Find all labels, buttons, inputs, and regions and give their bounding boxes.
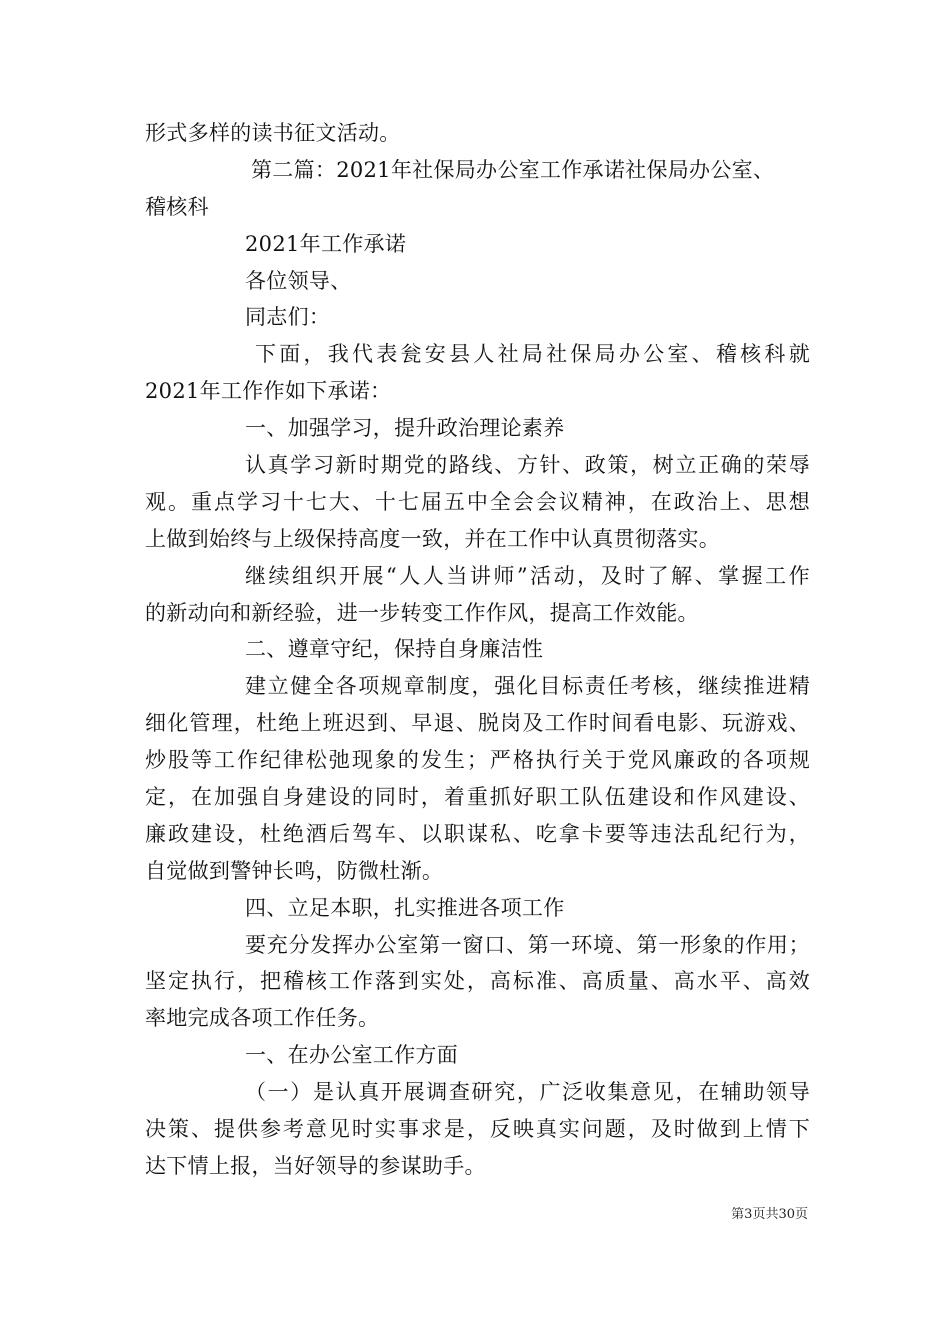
section-heading-continuation: 稽核科: [145, 194, 209, 219]
body-line: 坚定执行，把稽核工作落到实处，高标准、高质量、高水平、高效: [145, 969, 810, 994]
subheading: 一、在办公室工作方面: [245, 1043, 458, 1068]
body-line: 观。重点学习十七大、十七届五中全会会议精神，在政治上、思想: [145, 489, 810, 514]
subheading: 一、加强学习，提升政治理论素养: [245, 416, 565, 441]
section-heading: 第二篇：2021年社保局办公室工作承诺社保局办公室、: [251, 157, 775, 182]
subheading: 二、遵章守纪，保持自身廉洁性: [245, 637, 544, 662]
body-line: 达下情上报，当好领导的参谋助手。: [145, 1153, 486, 1178]
body-line: 定，在加强自身建设的同时，着重抓好职工队伍建设和作风建设、: [145, 785, 810, 810]
title-line: 2021年工作承诺: [245, 231, 407, 256]
body-line: 的新动向和新经验，进一步转变工作作风，提高工作效能。: [145, 600, 699, 625]
salutation-line: 同志们：: [245, 305, 331, 330]
subheading: 四、立足本职，扎实推进各项工作: [245, 895, 565, 920]
body-line: 继续组织开展“人人当讲师”活动，及时了解、掌握工作: [245, 563, 810, 588]
body-line: 建立健全各项规章制度，强化目标责任考核，继续推进精: [245, 674, 810, 699]
body-line: 细化管理，杜绝上班迟到、早退、脱岗及工作时间看电影、玩游戏、: [145, 711, 810, 736]
body-line: 要充分发挥办公室第一窗口、第一环境、第一形象的作用；: [245, 932, 810, 957]
salutation-line: 各位领导、: [245, 268, 352, 293]
body-line: 认真学习新时期党的路线、方针、政策，树立正确的荣辱: [245, 453, 810, 478]
body-line: （一）是认真开展调查研究，广泛收集意见，在辅助领导: [245, 1080, 810, 1105]
body-line: 廉政建设，杜绝酒后驾车、以职谋私、吃拿卡要等违法乱纪行为，: [145, 821, 810, 846]
body-line: 下面，我代表瓮安县人社局社保局办公室、稽核科就: [255, 342, 810, 367]
page-number: 第3页共30页: [731, 1207, 808, 1222]
body-line: 上做到始终与上级保持高度一致，并在工作中认真贯彻落实。: [145, 526, 721, 551]
body-line: 决策、提供参考意见时实事求是，反映真实问题，及时做到上情下: [145, 1117, 810, 1142]
body-line: 自觉做到警钟长鸣，防微杜渐。: [145, 858, 444, 883]
body-line: 炒股等工作纪律松弛现象的发生；严格执行关于党风廉政的各项规: [145, 748, 810, 773]
body-line: 2021年工作作如下承诺：: [145, 379, 392, 404]
document-body: [145, 115, 810, 1185]
body-line: 率地完成各项工作任务。: [145, 1006, 380, 1031]
body-line: 形式多样的读书征文活动。: [145, 121, 401, 145]
